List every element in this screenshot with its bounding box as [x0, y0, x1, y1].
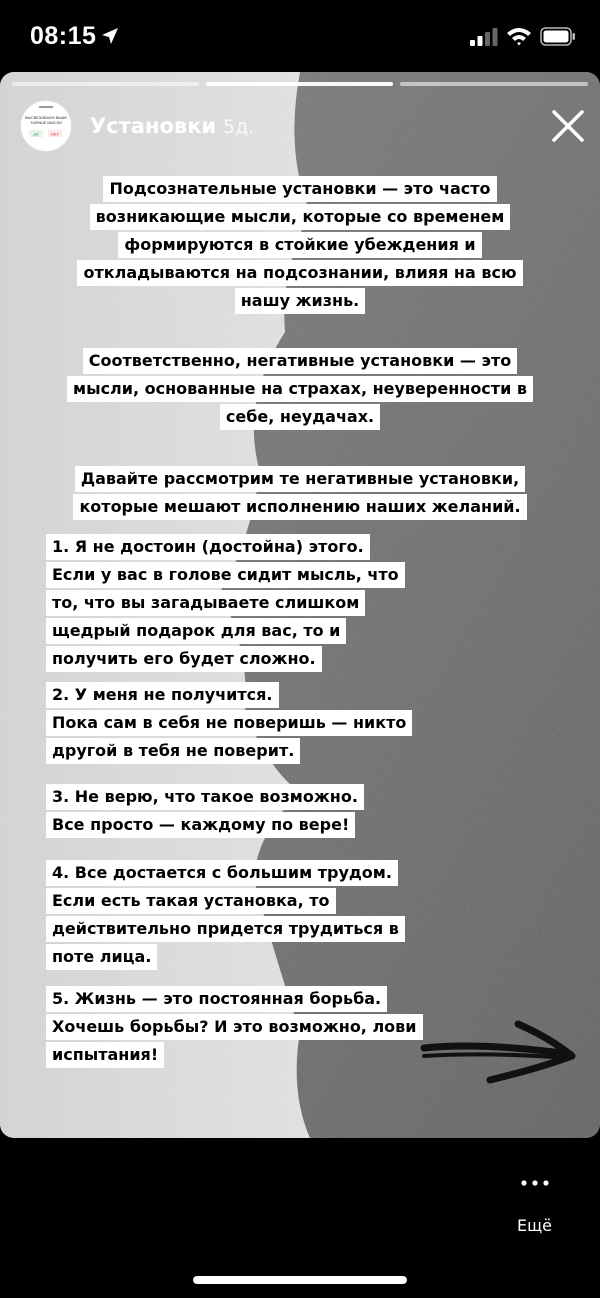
text-line: Все просто — каждому по вере! — [46, 812, 355, 838]
text-block-intro — [50, 176, 550, 316]
status-bar — [0, 0, 600, 72]
text-line: другой в тебя не поверит. — [46, 738, 300, 764]
text-line: 1. Я не достоин (достойна) этого. — [46, 534, 370, 560]
text-line: то, что вы загадываете слишком — [46, 590, 365, 616]
avatar-text-2: ТАЙНЫЕ МЫСЛИ — [30, 121, 62, 125]
text-line: мысли, основанные на страхах, неуверенности в — [67, 376, 533, 402]
avatar-text-yes: ДА — [33, 131, 39, 137]
avatar-text-1: ВЫСВЕЧИВАЕМ ВАШИ — [25, 116, 67, 120]
text-line: возникающие мысли, которые со временем — [90, 204, 511, 230]
status-time: 08:15 — [30, 22, 97, 50]
story-age: 5д. — [223, 116, 255, 138]
text-line: себе, неудачах. — [220, 404, 380, 430]
text-line: Если есть такая установка, то — [46, 888, 336, 914]
text-line: 5. Жизнь — это постоянная борьба. — [46, 986, 387, 1012]
story-card[interactable] — [0, 72, 600, 1138]
text-line: получить его будет сложно. — [46, 646, 322, 672]
text-line: Соответственно, негативные установки — это — [83, 348, 517, 374]
text-line: нашу жизнь. — [235, 288, 366, 314]
text-line: 3. Не верю, что такое возможно. — [46, 784, 364, 810]
battery-icon — [540, 27, 576, 46]
text-line: щедрый подарок для вас, то и — [46, 618, 346, 644]
avatar-text-no: НЕТ — [51, 131, 59, 137]
hand-drawn-arrow-icon — [420, 1012, 580, 1092]
text-line: 2. У меня не получится. — [46, 682, 279, 708]
text-line: Пока сам в себя не поверишь — никто — [46, 710, 412, 736]
story-author-name[interactable]: Установки — [90, 114, 217, 138]
text-block-item-1 — [46, 534, 566, 674]
location-arrow-icon — [100, 26, 120, 46]
story-progress-2 — [206, 82, 393, 86]
story-progress-1 — [12, 82, 199, 86]
more-options-icon[interactable] — [520, 1175, 550, 1191]
text-line: откладываются на подсознании, влияя на всю — [77, 260, 522, 286]
text-block-item-4 — [46, 860, 566, 972]
text-line: Если у вас в голове сидит мысль, что — [46, 562, 405, 588]
text-block-negative — [30, 348, 570, 432]
text-line: 4. Все достается с большим трудом. — [46, 860, 398, 886]
text-line: поте лица. — [46, 944, 157, 970]
author-avatar[interactable] — [20, 100, 72, 152]
text-line: Хочешь борьбы? И это возможно, лови — [46, 1014, 423, 1040]
text-line: Подсознательные установки — это часто — [103, 176, 496, 202]
text-line: формируются в стойкие убеждения и — [118, 232, 481, 258]
text-line: Давайте рассмотрим те негативные установки, — [75, 466, 525, 492]
text-block-item-2 — [46, 682, 566, 766]
more-options-label[interactable]: Ещё — [517, 1216, 553, 1235]
cellular-signal-icon — [470, 28, 498, 46]
home-indicator[interactable] — [193, 1276, 407, 1284]
text-line: которые мешают исполнению наших желаний. — [73, 494, 526, 520]
story-progress-3 — [400, 82, 588, 86]
text-line: действительно придется трудиться в — [46, 916, 405, 942]
close-icon[interactable] — [548, 106, 588, 146]
text-line: испытания! — [46, 1042, 164, 1068]
text-block-consider — [40, 466, 560, 522]
wifi-icon — [506, 26, 532, 46]
text-block-item-3 — [46, 784, 566, 840]
